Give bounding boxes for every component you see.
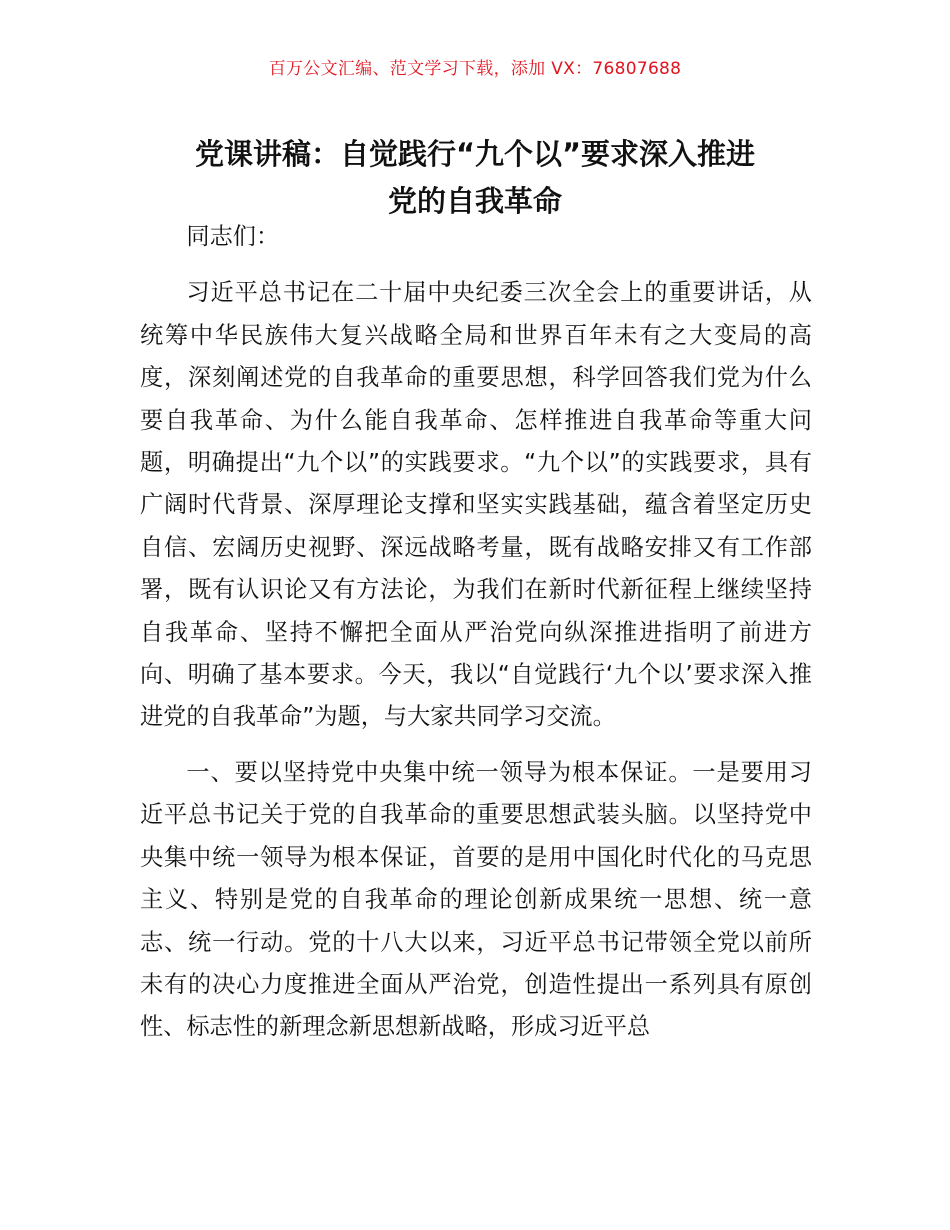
salutation: 同志们：	[186, 223, 280, 250]
document-title	[120, 131, 830, 225]
body-paragraph: 一、要以坚持党中央集中统一领导为根本保证。一是要用习近平总书记关于党的自我革命的重要思想武装头脑。以坚持党中央集中统一领导为根本保证，首要的是用中国化时代化的马克思主义、特别是党的自我革命的理论创新成果统一思想、统一意志、统一行动。党的十八大以来，习近平总书记带领全党以前所未有的决心力度推进全面从严治党，创造性提出一系列具有原创性、标志性的新理念新思想新战略，形成习近平总	[140, 758, 812, 1041]
document-body	[140, 216, 812, 1062]
promo-header: 百万公文汇编、范文学习下载，添加 VX：76807688	[268, 59, 682, 79]
title-line-1: 党课讲稿：自觉践行“九个以”要求深入推进	[194, 137, 756, 172]
title-line-2: 党的自我革命	[387, 184, 562, 219]
body-paragraph: 习近平总书记在二十届中央纪委三次全会上的重要讲话，从统筹中华民族伟大复兴战略全局和世界百年未有之大变局的高度，深刻阐述党的自我革命的重要思想，科学回答我们党为什么要自我革命、为什么能自我革命、怎样推进自我革命等重大问题，明确提出“九个以”的实践要求。“九个以”的实践要求，具有广阔时代背景、深厚理论支撑和坚实实践基础，蕴含着坚定历史自信、宏阔历史视野、深远战略考量，既有战略安排又有工作部署，既有认识论又有方法论，为我们在新时代新征程上继续坚持自我革命、坚持不懈把全面从严治党向纵深推进指明了前进方向、明确了基本要求。今天，我以“自觉践行‘九个以’要求深入推进党的自我革命”为题，与大家共同学习交流。	[140, 279, 812, 731]
